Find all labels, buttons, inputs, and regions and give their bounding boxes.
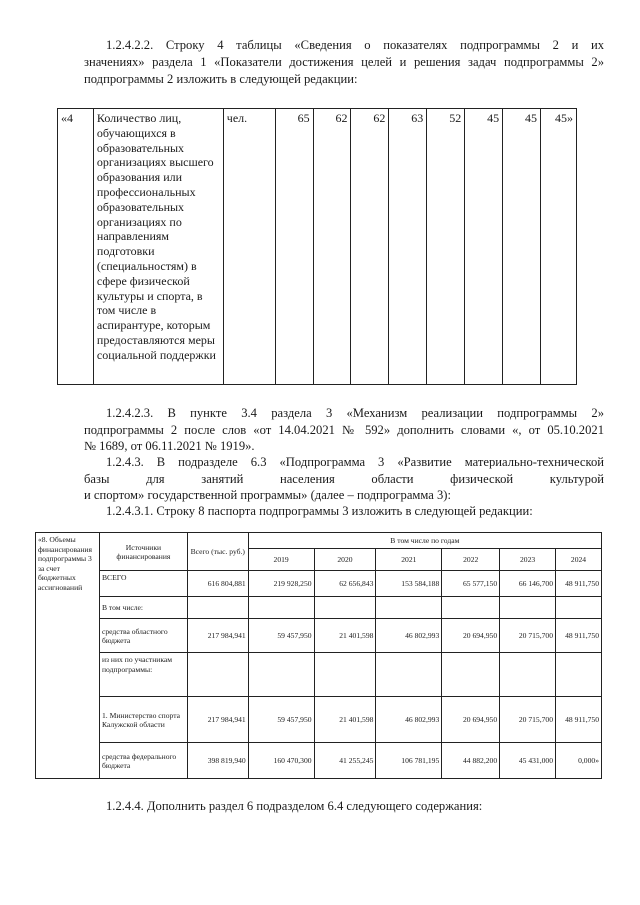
paragraph-line: 1.2.4.2.2. Строку 4 таблицы «Сведения о показателях подпрограммы 2 и их <box>106 38 604 52</box>
column-header: Источники финансирования <box>99 533 187 571</box>
paragraph-1-2-4-2-2-cont <box>84 54 604 87</box>
year-header: 2019 <box>248 549 314 571</box>
value-cell <box>376 597 442 619</box>
value-cell: 44 882,200 <box>442 743 500 779</box>
value-cell: 41 255,245 <box>314 743 376 779</box>
value-cell: 52 <box>427 109 465 385</box>
paragraph-line: базы для занятий населения области физической культурой <box>84 471 604 486</box>
value-cell: 106 781,195 <box>376 743 442 779</box>
source-cell: 1. Министерство спорта Калужской области <box>99 697 187 743</box>
total-cell <box>187 653 248 697</box>
year-header: 2023 <box>500 549 556 571</box>
paragraph-1-2-4-3 <box>84 454 604 504</box>
value-cell: 20 715,700 <box>500 697 556 743</box>
total-cell: 616 804,881 <box>187 571 248 597</box>
value-cell: 20 715,700 <box>500 619 556 653</box>
value-cell <box>556 597 602 619</box>
total-cell <box>187 597 248 619</box>
paragraph-line: № 1689, от 06.11.2021 № 1919». <box>84 439 255 453</box>
paragraph-line: значениях» раздела 1 «Показатели достижения целей и решения задач подпрограммы 2» <box>84 55 604 69</box>
paragraph-1-2-4-3-1 <box>106 503 606 520</box>
paragraph-line: 1.2.4.4. Дополнить раздел 6 подразделом 6.4 следующего содержания: <box>106 799 483 813</box>
value-cell <box>442 597 500 619</box>
table-row <box>36 597 602 619</box>
unit-cell: чел. <box>223 109 275 385</box>
value-cell <box>556 653 602 697</box>
year-header: 2024 <box>556 549 602 571</box>
value-cell: 219 928,250 <box>248 571 314 597</box>
year-header: 2020 <box>314 549 376 571</box>
value-cell: 48 911,750 <box>556 697 602 743</box>
value-cell: 46 802,993 <box>376 697 442 743</box>
paragraph-1-2-4-2-2 <box>84 37 604 54</box>
value-cell <box>376 653 442 697</box>
value-cell: 21 401,598 <box>314 697 376 743</box>
table-row <box>36 571 602 597</box>
value-cell <box>500 653 556 697</box>
paragraph-line: 1.2.4.3. В подразделе 6.3 «Подпрограмма 3 «Развитие материально-технической <box>106 455 604 469</box>
paragraph-1-2-4-4 <box>106 798 606 815</box>
value-cell: 46 802,993 <box>376 619 442 653</box>
column-header: В том числе по годам <box>248 533 601 549</box>
row-label-cell: «8. Объемы финансирования подпрограммы 3 за счет бюджетных ассигнований <box>36 533 100 779</box>
value-cell: 66 146,700 <box>500 571 556 597</box>
value-cell <box>500 597 556 619</box>
value-cell: 65 <box>275 109 313 385</box>
value-cell <box>442 653 500 697</box>
value-cell: 160 470,300 <box>248 743 314 779</box>
source-cell: средства областного бюджета <box>99 619 187 653</box>
year-header: 2021 <box>376 549 442 571</box>
paragraph-line: и спортом» государственной программы» (далее – подпрограмма 3): <box>84 488 451 502</box>
value-cell: 45 <box>503 109 541 385</box>
value-cell: 0,000» <box>556 743 602 779</box>
table-row <box>58 109 577 385</box>
value-cell: 20 694,950 <box>442 697 500 743</box>
total-cell: 398 819,940 <box>187 743 248 779</box>
value-cell: 62 <box>351 109 389 385</box>
value-cell: 21 401,598 <box>314 619 376 653</box>
table-row <box>36 697 602 743</box>
financing-table <box>35 532 602 779</box>
value-cell: 65 577,150 <box>442 571 500 597</box>
year-header: 2022 <box>442 549 500 571</box>
value-cell: 45 431,000 <box>500 743 556 779</box>
paragraph-line: 1.2.4.3.1. Строку 8 паспорта подпрограммы 3 изложить в следующей редакции: <box>106 504 533 518</box>
total-cell: 217 984,941 <box>187 697 248 743</box>
value-cell: 20 694,950 <box>442 619 500 653</box>
value-cell: 45 <box>465 109 503 385</box>
value-cell <box>248 653 314 697</box>
value-cell: 63 <box>389 109 427 385</box>
paragraph-1-2-4-2-3 <box>84 405 604 455</box>
table-row <box>36 653 602 697</box>
value-cell <box>314 653 376 697</box>
source-cell: из них по участникам подпрограммы: <box>99 653 187 697</box>
value-cell: 62 <box>313 109 351 385</box>
value-cell <box>248 597 314 619</box>
table-header-row <box>36 533 602 549</box>
value-cell: 45» <box>541 109 577 385</box>
value-cell: 59 457,950 <box>248 697 314 743</box>
indicator-name-cell: Количество лиц, обучающихся в образовательных организациях высшего образования или профессиональных образовательных организациях по направлениям подготовки (специальностям) в сфере физической культуры и спорта, в том числе в аспирантуре, которым предоставляются меры социальной поддержки <box>93 109 223 385</box>
row-number-cell: «4 <box>58 109 94 385</box>
table-row <box>36 743 602 779</box>
indicator-table <box>57 108 577 385</box>
paragraph-line: подпрограммы 2 после слов «от 14.04.2021 № 592» дополнить словами «, от 05.10.2021 <box>84 422 604 437</box>
paragraph-line: подпрограммы 2 изложить в следующей редакции: <box>84 71 358 86</box>
source-cell: ВСЕГО <box>99 571 187 597</box>
source-cell: средства федерального бюджета <box>99 743 187 779</box>
value-cell: 59 457,950 <box>248 619 314 653</box>
value-cell <box>314 597 376 619</box>
source-cell: В том числе: <box>99 597 187 619</box>
total-cell: 217 984,941 <box>187 619 248 653</box>
table-row <box>36 619 602 653</box>
value-cell: 62 656,843 <box>314 571 376 597</box>
value-cell: 153 584,188 <box>376 571 442 597</box>
paragraph-line: 1.2.4.2.3. В пункте 3.4 раздела 3 «Механизм реализации подпрограммы 2» <box>106 406 604 420</box>
value-cell: 48 911,750 <box>556 619 602 653</box>
column-header: Всего (тыс. руб.) <box>187 533 248 571</box>
value-cell: 48 911,750 <box>556 571 602 597</box>
